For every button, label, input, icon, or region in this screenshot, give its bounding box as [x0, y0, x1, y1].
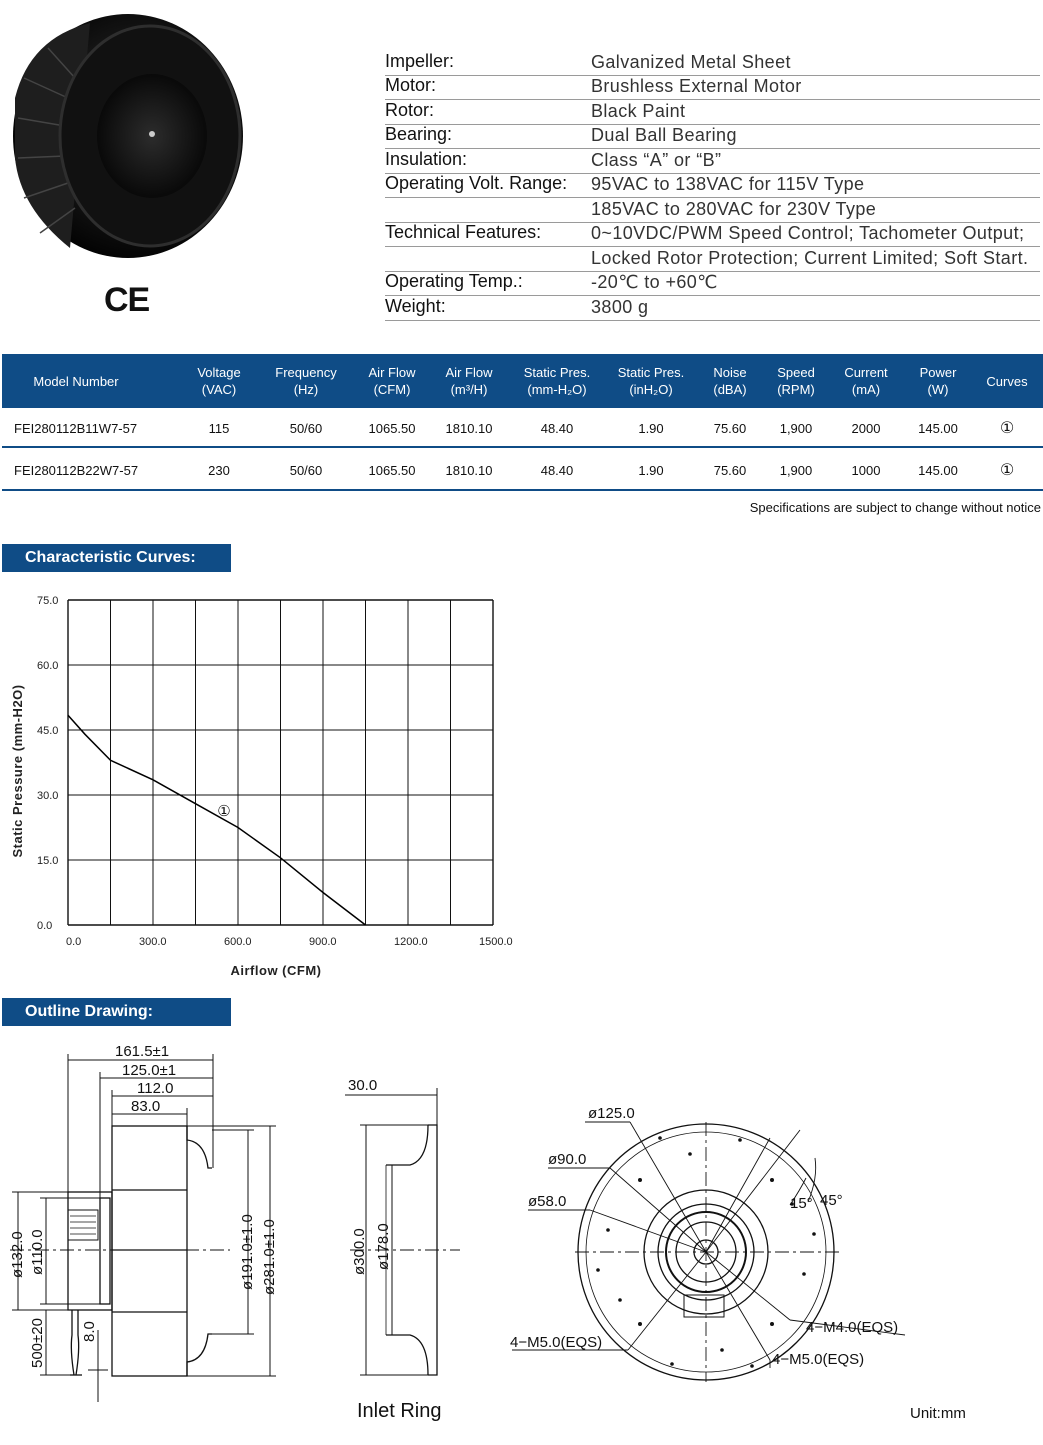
- cell-voltage: 115: [208, 420, 230, 436]
- header-text: Noise: [713, 365, 747, 380]
- header-unit: (VAC): [201, 382, 237, 397]
- header-static-in: [606, 354, 696, 408]
- spec-row: [385, 100, 1040, 125]
- x-tick-label: 0.0: [66, 936, 82, 948]
- cell-voltage: 230: [208, 462, 230, 478]
- spec-row: [385, 271, 1040, 296]
- dim-label: ø281.0±1.0: [261, 1219, 278, 1295]
- chart-svg: [0, 585, 530, 985]
- header-speed: [766, 354, 826, 408]
- dim-label: 30.0: [348, 1077, 378, 1094]
- header-static-mm: [512, 354, 602, 408]
- spec-row: [385, 247, 1040, 272]
- spec-row: [385, 124, 1040, 149]
- front-view: [510, 1105, 966, 1422]
- cell-curve-link[interactable]: ①: [999, 462, 1015, 479]
- spec-value: -20℃ to +60℃: [591, 272, 718, 292]
- header-noise: [702, 354, 758, 408]
- spec-label: Weight:: [385, 296, 446, 316]
- cell-current: 2000: [851, 420, 881, 436]
- y-tick-label: 75.0: [37, 595, 59, 607]
- spec-value: 95VAC to 138VAC for 115V Type: [591, 174, 865, 194]
- x-tick-label: 1200.0: [394, 936, 428, 948]
- dim-label: 125.0±1: [122, 1062, 177, 1079]
- dim-label: ø132.0: [9, 1231, 26, 1278]
- spec-value: Class “A” or “B”: [591, 150, 722, 170]
- dim-label: ø90.0: [548, 1151, 587, 1168]
- header-text: Speed: [777, 365, 815, 380]
- header-unit: (W): [927, 382, 949, 397]
- ce-mark: CE: [104, 281, 150, 319]
- spec-label: Bearing:: [385, 124, 453, 144]
- header-unit: (mm-H₂O): [527, 382, 587, 397]
- spec-value: Galvanized Metal Sheet: [591, 52, 791, 72]
- spec-label: Motor:: [385, 75, 437, 95]
- header-airflow-m3h: [434, 354, 504, 408]
- y-tick-label: 60.0: [37, 660, 59, 672]
- spec-row: [385, 296, 1040, 321]
- dim-label: 8.0: [81, 1321, 98, 1342]
- dim-label: 83.0: [131, 1098, 161, 1115]
- x-tick-label: 900.0: [309, 936, 337, 948]
- cell-model: FEI280112B11W7-57: [14, 420, 138, 436]
- spec-label: Technical Features:: [385, 222, 542, 242]
- y-tick-label: 0.0: [37, 920, 53, 932]
- header-curves: [976, 354, 1038, 408]
- cell-airflow-m3h: 1810.10: [445, 420, 493, 436]
- header-text: Voltage: [197, 365, 241, 380]
- table-header: [2, 354, 1043, 408]
- spec-note: Specifications are subject to change without notice: [749, 500, 1041, 515]
- header-unit: (RPM): [777, 382, 815, 397]
- header-text: Power: [919, 365, 957, 380]
- header-unit: (Hz): [293, 382, 319, 397]
- y-tick-label: 30.0: [37, 790, 59, 802]
- y-axis-label: Static Pressure (mm-H2O): [10, 684, 25, 858]
- header-text: Model Number: [33, 373, 119, 389]
- header-text: Current: [844, 365, 888, 380]
- dim-label: 500±20: [29, 1318, 46, 1368]
- spec-value: Dual Ball Bearing: [591, 125, 737, 145]
- y-tick-label: 15.0: [37, 855, 59, 867]
- spec-row: [385, 198, 1040, 223]
- cell-airflow-m3h: 1810.10: [445, 462, 493, 478]
- cell-current: 1000: [851, 462, 881, 478]
- dim-label: ø178.0: [375, 1223, 392, 1270]
- cell-speed: 1,900: [779, 420, 813, 436]
- spec-value: 3800 g: [591, 297, 649, 317]
- y-tick-label: 45.0: [37, 725, 59, 737]
- spec-label: Operating Temp.:: [385, 271, 523, 291]
- section-title-curves: Characteristic Curves:: [2, 544, 231, 572]
- dim-label: ø58.0: [528, 1193, 567, 1210]
- dim-label: 4−M5.0(EQS): [772, 1351, 865, 1368]
- dim-label: ø300.0: [351, 1228, 368, 1275]
- side-view: [9, 1043, 278, 1402]
- curve-annotation: ①: [217, 802, 231, 821]
- table-row: [2, 450, 1043, 490]
- header-text: Static Pres.: [617, 365, 685, 380]
- dim-label: 161.5±1: [115, 1043, 170, 1060]
- row-divider: [2, 446, 1043, 448]
- header-current: [834, 354, 898, 408]
- header-text: Air Flow: [445, 365, 493, 380]
- header-unit: (CFM): [373, 382, 411, 397]
- x-tick-label: 600.0: [224, 936, 252, 948]
- cell-curve-link[interactable]: ①: [999, 420, 1015, 437]
- table-row: [2, 408, 1043, 448]
- fan-product-image: [10, 8, 252, 266]
- dim-label: ø110.0: [29, 1229, 46, 1275]
- header-text: Curves: [986, 373, 1028, 389]
- outline-drawing: [0, 1030, 1043, 1440]
- cell-airflow-cfm: 1065.50: [368, 420, 416, 436]
- cell-airflow-cfm: 1065.50: [368, 462, 416, 478]
- spec-value: Locked Rotor Protection; Current Limited; Soft Start.: [591, 248, 1029, 268]
- header-unit: (dBA): [713, 382, 747, 397]
- cell-speed: 1,900: [779, 462, 813, 478]
- header-airflow-cfm: [357, 354, 427, 408]
- spec-row: [385, 222, 1040, 247]
- spec-value: Brushless External Motor: [591, 76, 802, 96]
- cell-frequency: 50/60: [289, 420, 323, 436]
- header-power: [906, 354, 970, 408]
- x-axis-label: Airflow (CFM): [230, 963, 322, 978]
- spec-label: Rotor:: [385, 100, 435, 120]
- cell-static-in: 1.90: [638, 420, 664, 436]
- inlet-ring-label: Inlet Ring: [357, 1400, 442, 1422]
- header-text: Frequency: [275, 365, 337, 380]
- dim-label: 15°: [790, 1195, 813, 1212]
- spec-row: [385, 149, 1040, 174]
- dim-label: 4−M4.0(EQS): [806, 1319, 899, 1336]
- spec-value: 185VAC to 280VAC for 230V Type: [591, 199, 877, 219]
- spec-label: Impeller:: [385, 51, 455, 71]
- dim-label: ø125.0: [588, 1105, 635, 1122]
- header-frequency: [262, 354, 350, 408]
- header-model: [2, 354, 150, 408]
- cell-frequency: 50/60: [289, 462, 323, 478]
- cell-static-mm: 48.40: [540, 420, 574, 436]
- header-unit: (inH₂O): [629, 382, 673, 397]
- inlet-ring-view: [345, 1077, 460, 1422]
- header-voltage: [180, 354, 258, 408]
- x-tick-label: 1500.0: [479, 936, 513, 948]
- cell-model: FEI280112B22W7-57: [14, 462, 139, 478]
- header-text: Air Flow: [368, 365, 416, 380]
- row-divider: [2, 489, 1043, 491]
- cell-noise: 75.60: [713, 420, 747, 436]
- unit-label: Unit:mm: [910, 1405, 966, 1422]
- spec-label: Insulation:: [385, 149, 468, 169]
- cell-power: 145.00: [918, 462, 958, 478]
- section-title-outline: Outline Drawing:: [2, 998, 231, 1026]
- cell-power: 145.00: [918, 420, 958, 436]
- curve-chart: [0, 585, 530, 985]
- cell-static-mm: 48.40: [540, 462, 574, 478]
- dim-label: 4−M5.0(EQS): [510, 1334, 603, 1351]
- header-unit: (m³/H): [450, 382, 488, 397]
- dim-label: 45°: [820, 1192, 843, 1209]
- spec-label: Operating Volt. Range:: [385, 173, 568, 193]
- header-text: Static Pres.: [523, 365, 591, 380]
- spec-row: [385, 51, 1040, 76]
- cell-noise: 75.60: [713, 462, 747, 478]
- spec-row: [385, 75, 1040, 100]
- spec-value: Black Paint: [591, 101, 686, 121]
- spec-value: 0~10VDC/PWM Speed Control; Tachometer Output;: [591, 223, 1025, 243]
- dim-label: ø191.0±1.0: [239, 1214, 256, 1290]
- x-tick-label: 300.0: [139, 936, 167, 948]
- dim-label: 112.0: [137, 1080, 174, 1097]
- header-unit: (mA): [851, 382, 881, 397]
- cell-static-in: 1.90: [638, 462, 664, 478]
- spec-row: [385, 173, 1040, 198]
